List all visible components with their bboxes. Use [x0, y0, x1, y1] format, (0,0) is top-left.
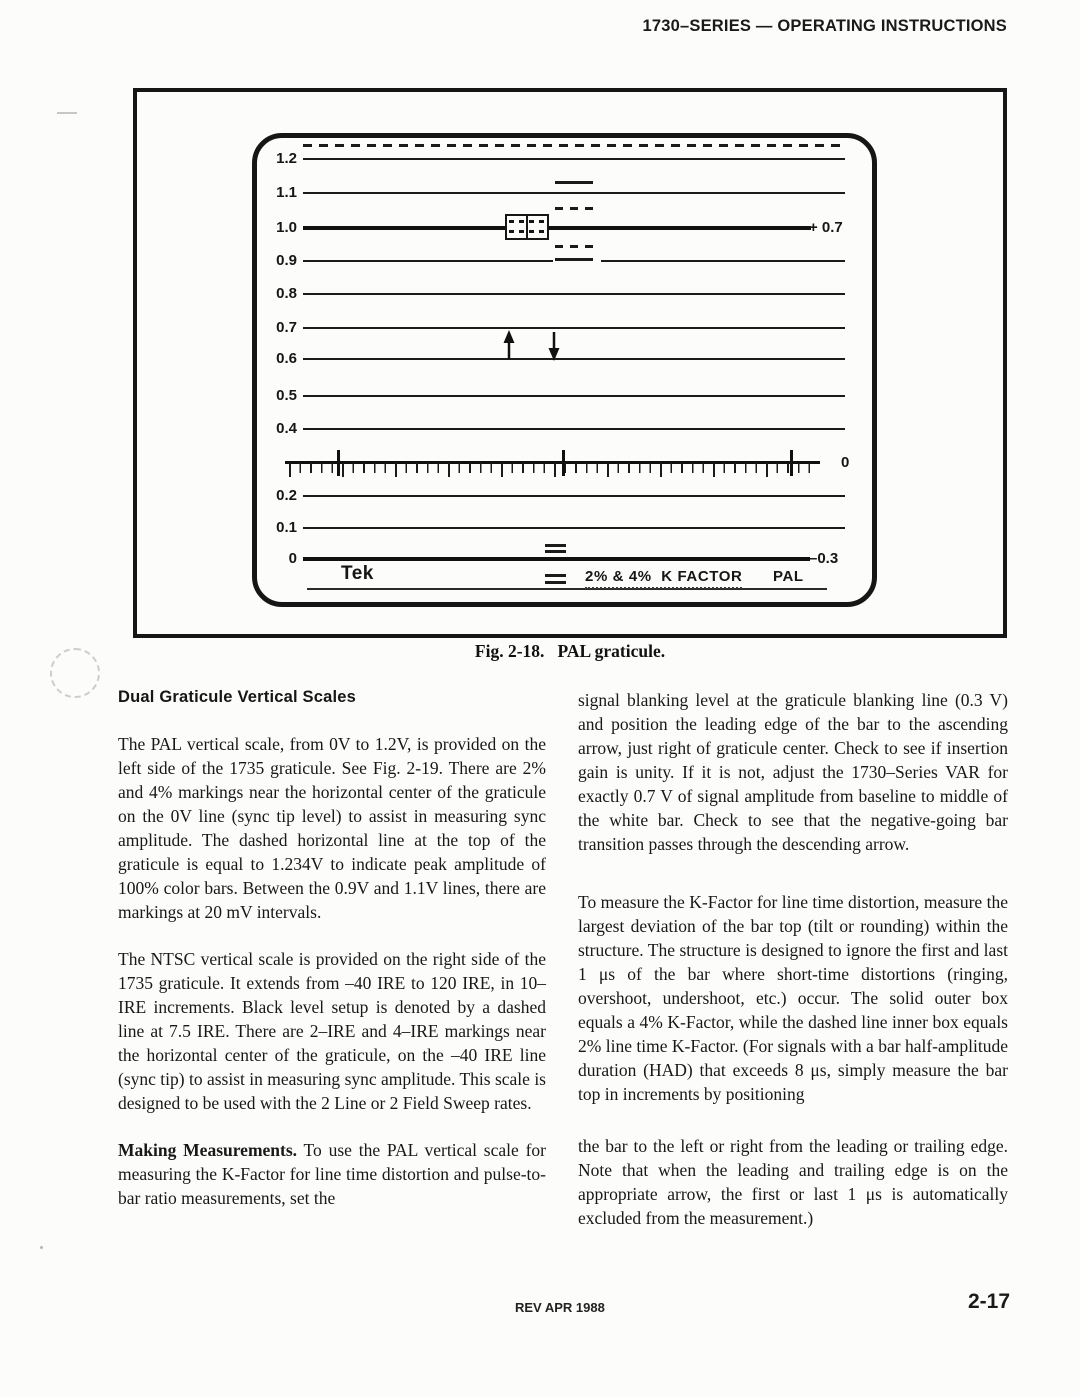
scan-artifact [50, 648, 100, 698]
graticule-line [303, 260, 553, 262]
ruler-tall-tick [790, 450, 793, 476]
paragraph-text: To use the PAL vertical scale for measuring the K-Factor for line time distortion and pulse-to-bar ratio measurements, set the [118, 1140, 546, 1208]
graticule-line [303, 495, 845, 497]
millivolt-mark [555, 258, 593, 261]
k-factor-inner-dashed-line [509, 220, 545, 223]
right-column [578, 688, 1008, 1253]
graticule-line-0v [303, 557, 810, 561]
scale-label: 0 [288, 550, 297, 567]
scale-label: 0.6 [276, 350, 297, 367]
scale-label: 1.1 [276, 184, 297, 201]
scale-label-bar-top: + 0.7 [809, 219, 843, 236]
graticule-line [303, 192, 845, 194]
paragraph: The NTSC vertical scale is provided on the right side of the 1735 graticule. It extends from –40 IRE to 120 IRE, in 10–IRE increments. Black level setup is denoted by a dashed line at 7.5 IRE. There are 2–IRE and 4–IRE markings near the horizontal center of the graticule, on the –40 IRE line (sync tip) to assist in measuring sync amplitude. This scale is designed to be used with the 2 Line or 2 Field Sweep rates. [118, 949, 546, 1113]
graticule-dashed-top-line [303, 144, 845, 147]
paragraph [118, 1138, 546, 1210]
scale-label: 0.9 [276, 252, 297, 269]
revision-label: REV APR 1988 [515, 1300, 605, 1315]
standard-label: PAL [773, 568, 804, 585]
brand-label: Tek [341, 563, 374, 584]
scale-label: 0.4 [276, 420, 297, 437]
sync-amplitude-mark [545, 574, 566, 577]
scale-label-blanking: 0 [841, 454, 850, 471]
scale-label: 1.2 [276, 150, 297, 167]
graticule-line [303, 527, 845, 529]
section-heading: Dual Graticule Vertical Scales [118, 688, 357, 706]
k-factor-label: 2% & 4% K FACTOR [585, 568, 742, 589]
graticule-line [303, 428, 845, 430]
k-factor-box [505, 214, 549, 240]
millivolt-mark [555, 245, 593, 248]
sync-amplitude-mark [545, 544, 566, 547]
scale-label: 0.7 [276, 319, 297, 336]
page-number: 2-17 [967, 1290, 1010, 1313]
millivolt-mark [555, 181, 593, 184]
figure-caption: Fig. 2-18. PAL graticule. [474, 641, 666, 661]
page-header: 1730–SERIES — OPERATING INSTRUCTIONS [642, 17, 1007, 35]
graticule-line [601, 260, 845, 262]
graticule-tick-ruler [285, 448, 820, 478]
scale-label: 1.0 [276, 219, 297, 236]
graticule-line [303, 293, 845, 295]
figure-box [133, 88, 1007, 638]
paragraph: the bar to the left or right from the leading or trailing edge. Note that when the leading and trailing edge is on the appropriate arrow, the first or last 1 μs is automatically excluded from the measurement.) [578, 1136, 1008, 1228]
ruler-tall-tick [562, 450, 565, 476]
scale-label: 0.8 [276, 285, 297, 302]
graticule-line [303, 327, 845, 329]
paragraph-lead: Making Measurements. [118, 1140, 298, 1160]
graticule-bottom-rule [307, 588, 827, 590]
k-factor-inner-dashed-line [509, 230, 545, 233]
paragraph: The PAL vertical scale, from 0V to 1.2V, is provided on the left side of the 1735 graticule. See Fig. 2-19. There are 2% and 4% markings near the horizontal center of the graticule on the 0V line (sync tip level) to assist in measuring sync amplitude. The dashed horizontal line at the top of the graticule is equal to 1.234V to indicate peak amplitude of 100% color bars. Between the 0.9V and 1.1V lines, there are markings at 20 mV intervals. [118, 734, 546, 922]
paragraph: signal blanking level at the graticule blanking line (0.3 V) and position the leading edge of the bar to the ascending arrow, just right of graticule center. Check to see if insertion gain is unity. If it is not, adjust the 1730–Series VAR for exactly 0.7 V of signal amplitude from baseline to middle of the white bar. Check to see that the negative-going bar transition passes through the descending arrow. [578, 690, 1008, 854]
paragraph: To measure the K-Factor for line time distortion, measure the largest deviation of the bar top (tilt or rounding) within the structure. The structure is designed to ignore the first and last 1 μs of the bar where short-time distortions (ringing, overshoot, undershoot, etc.) occur. The solid outer box equals a 4% K-Factor, while the dashed line inner box equals 2% line time K-Factor. (For signals with a bar half-amplitude duration (HAD) that exceeds 8 μs, simply measure the bar top in increments by positioning [578, 892, 1008, 1104]
scale-label: 0.1 [276, 519, 297, 536]
scan-artifact [57, 112, 77, 114]
scale-label-sync-tip: –0.3 [809, 550, 839, 567]
graticule-line [303, 158, 845, 160]
graticule-line [303, 395, 845, 397]
millivolt-mark [555, 207, 593, 210]
graticule-line-1v [303, 226, 811, 230]
scan-artifact [40, 1246, 43, 1249]
pal-graticule-bezel [252, 133, 877, 607]
scale-label: 0.2 [276, 487, 297, 504]
descending-arrow-icon [546, 331, 562, 361]
scale-label: 0.5 [276, 387, 297, 404]
ascending-arrow-icon [501, 330, 517, 360]
left-column [118, 688, 546, 1233]
ruler-tall-tick [337, 450, 340, 476]
sync-amplitude-mark [545, 581, 566, 584]
graticule-line [303, 358, 845, 360]
sync-amplitude-mark [545, 550, 566, 553]
